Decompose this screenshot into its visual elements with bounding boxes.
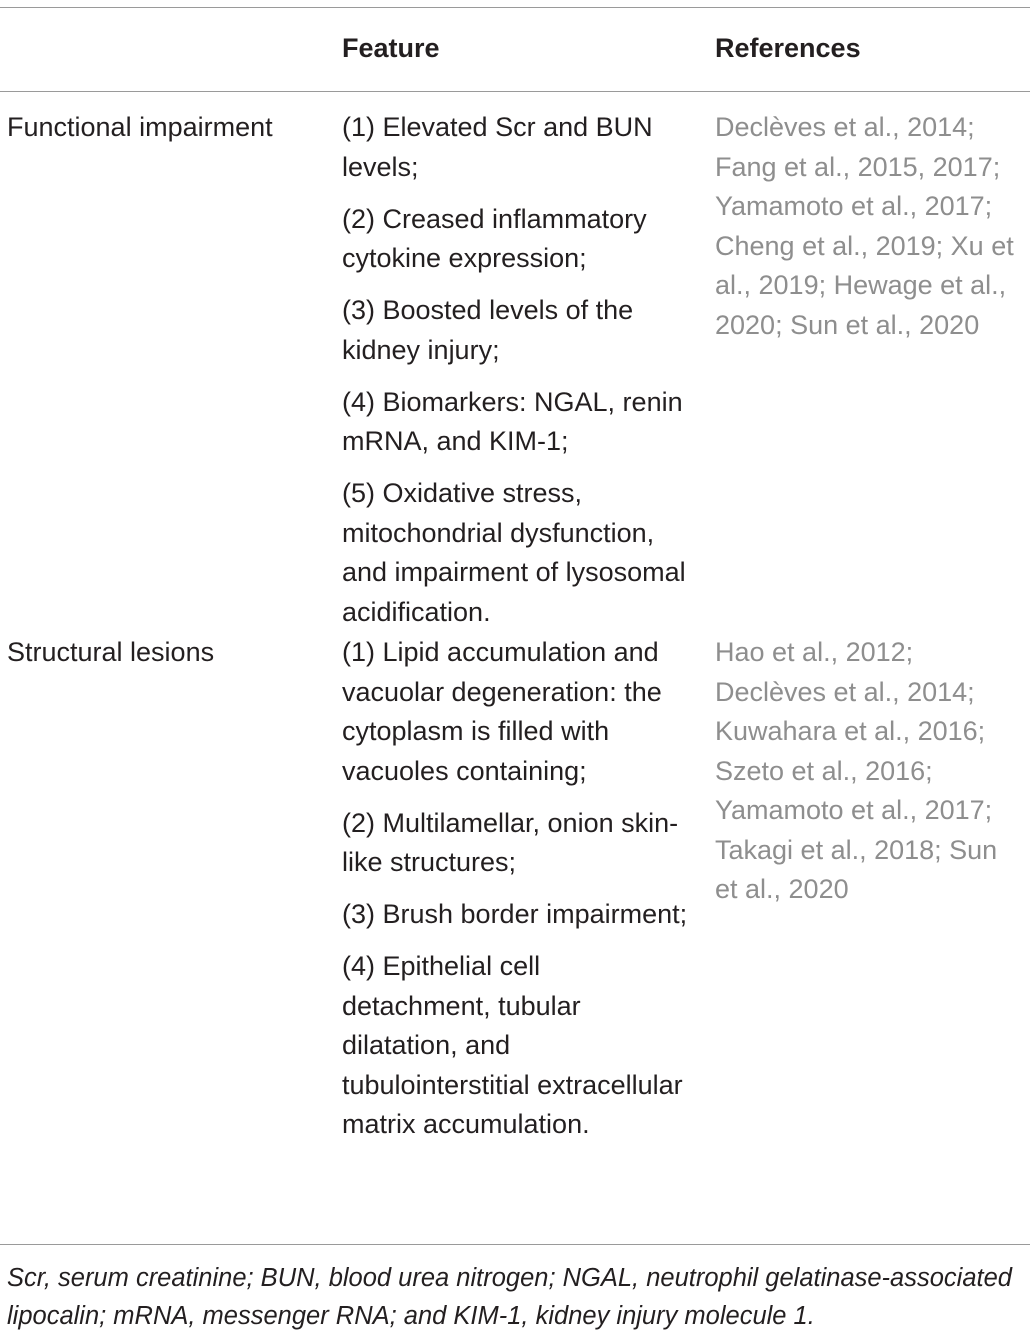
table-top-rule bbox=[0, 7, 1030, 8]
row-features bbox=[342, 108, 692, 645]
header-rule bbox=[0, 91, 1030, 92]
column-header-feature: Feature bbox=[342, 33, 440, 63]
feature-item: (3) Boosted levels of the kidney injury; bbox=[342, 295, 634, 365]
feature-item: (2) Multilamellar, onion skin-like structures; bbox=[342, 807, 679, 877]
feature-item: (1) Elevated Scr and BUN levels; bbox=[342, 112, 653, 182]
feature-item: (4) Biomarkers: NGAL, renin mRNA, and KIM-1; bbox=[342, 386, 683, 456]
row-references: Declèves et al., 2014; Fang et al., 2015, 2017; Yamamoto et al., 2017; Cheng et al., 2019; Xu et al., 2019; Hewage et al., 2020; Sun et al., 2020 bbox=[715, 112, 1014, 340]
feature-item: (2) Creased inflammatory cytokine expression; bbox=[342, 203, 647, 273]
table-bottom-rule bbox=[0, 1244, 1030, 1245]
row-references: Hao et al., 2012; Declèves et al., 2014; Kuwahara et al., 2016; Szeto et al., 2016; Yamamoto et al., 2017; Takagi et al., 2018; Sun et al., 2020 bbox=[715, 637, 998, 904]
table-footnote: Scr, serum creatinine; BUN, blood urea nitrogen; NGAL, neutrophil gelatinase-associated lipocalin; mRNA, messenger RNA; and KIM-1, kidney injury molecule 1. bbox=[7, 1264, 1012, 1330]
row-category: Structural lesions bbox=[7, 637, 215, 667]
feature-item: (4) Epithelial cell detachment, tubular dilatation, and tubulointerstitial extracellular matrix accumulation. bbox=[342, 951, 683, 1139]
feature-item: (3) Brush border impairment; bbox=[342, 899, 688, 929]
feature-item: (1) Lipid accumulation and vacuolar degeneration: the cytoplasm is filled with vacuoles containing; bbox=[342, 637, 662, 786]
row-category: Functional impairment bbox=[7, 112, 273, 142]
row-features bbox=[342, 633, 692, 1157]
column-header-references: References bbox=[715, 33, 861, 63]
feature-item: (5) Oxidative stress, mitochondrial dysfunction, and impairment of lysosomal acidification. bbox=[342, 478, 686, 627]
